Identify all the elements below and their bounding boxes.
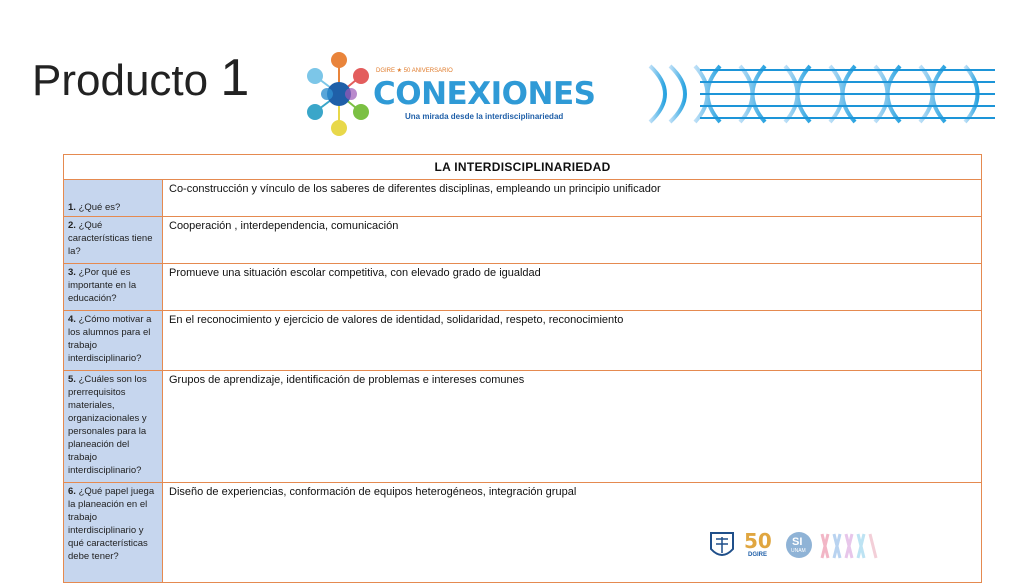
conexiones-pattern-icon xyxy=(818,532,878,560)
logo-kicker: DGIRE ★ 50 ANIVERSARIO xyxy=(376,68,453,74)
table-header: LA INTERDISCIPLINARIEDAD xyxy=(64,155,982,180)
question-number: 5. xyxy=(68,374,76,385)
footer-logos xyxy=(708,529,878,563)
unam-shield-icon xyxy=(708,531,736,561)
table-row xyxy=(64,371,982,483)
question-cell xyxy=(64,264,163,311)
question-cell xyxy=(64,180,163,217)
decorative-pattern xyxy=(640,56,1000,132)
dgire-50-text: DGIRE xyxy=(748,552,768,558)
question-cell xyxy=(64,483,163,583)
table-row xyxy=(64,180,982,217)
logo-wordmark xyxy=(373,76,595,112)
question-cell xyxy=(64,371,163,483)
question-number: 2. xyxy=(68,220,76,231)
interdisciplinarity-table xyxy=(63,154,982,583)
si-unam-subtext: UNAM xyxy=(791,548,806,554)
dgire-50-logo xyxy=(742,529,782,563)
question-cell xyxy=(64,217,163,264)
question-text: ¿Qué características tiene la? xyxy=(68,220,153,257)
answer-cell: Promueve una situación escolar competitiva, con elevado grado de igualdad xyxy=(163,264,982,311)
answer-cell: Diseño de experiencias, conformación de equipos heterogéneos, integración grupal xyxy=(163,483,982,583)
question-number: 4. xyxy=(68,314,76,325)
table-row xyxy=(64,311,982,371)
answer-cell: Cooperación , interdependencia, comunicación xyxy=(163,217,982,264)
question-text: ¿Qué es? xyxy=(78,202,121,213)
table-row xyxy=(64,217,982,264)
question-text: ¿Qué papel juega la planeación en el trabajo interdisciplinario y qué características debe tener? xyxy=(68,486,155,562)
slide-title-number: 1 xyxy=(220,49,250,107)
dgire-50-number: 50 xyxy=(744,529,772,553)
table-row xyxy=(64,264,982,311)
answer-cell: En el reconocimiento y ejercicio de valores de identidad, solidaridad, respeto, reconocimiento xyxy=(163,311,982,371)
question-cell xyxy=(64,311,163,371)
slide-title xyxy=(32,48,249,111)
conexiones-logo xyxy=(305,50,596,140)
question-number: 3. xyxy=(68,267,76,278)
answer-cell: Co-construcción y vínculo de los saberes de diferentes disciplinas, empleando un principio unificador xyxy=(163,180,982,217)
si-unam-logo xyxy=(786,532,812,558)
question-number: 1. xyxy=(68,202,76,213)
question-text: ¿Cómo motivar a los alumnos para el trabajo interdisciplinario? xyxy=(68,314,152,364)
question-text: ¿Por qué es importante en la educación? xyxy=(68,267,137,304)
slide-title-text: Producto xyxy=(32,56,209,105)
question-text: ¿Cuáles son los prerrequisitos materiales, organizacionales y personales para la planeación del trabajo interdisciplinario? xyxy=(68,374,147,476)
logo-wordmark-text: CONEXIONES xyxy=(373,76,596,112)
answer-cell: Grupos de aprendizaje, identificación de problemas e intereses comunes xyxy=(163,371,982,483)
si-unam-text: SI xyxy=(792,536,803,548)
logo-tagline: Una mirada desde la interdisciplinariedad xyxy=(405,112,564,121)
conexiones-molecule-icon xyxy=(305,50,369,140)
question-number: 6. xyxy=(68,486,76,497)
